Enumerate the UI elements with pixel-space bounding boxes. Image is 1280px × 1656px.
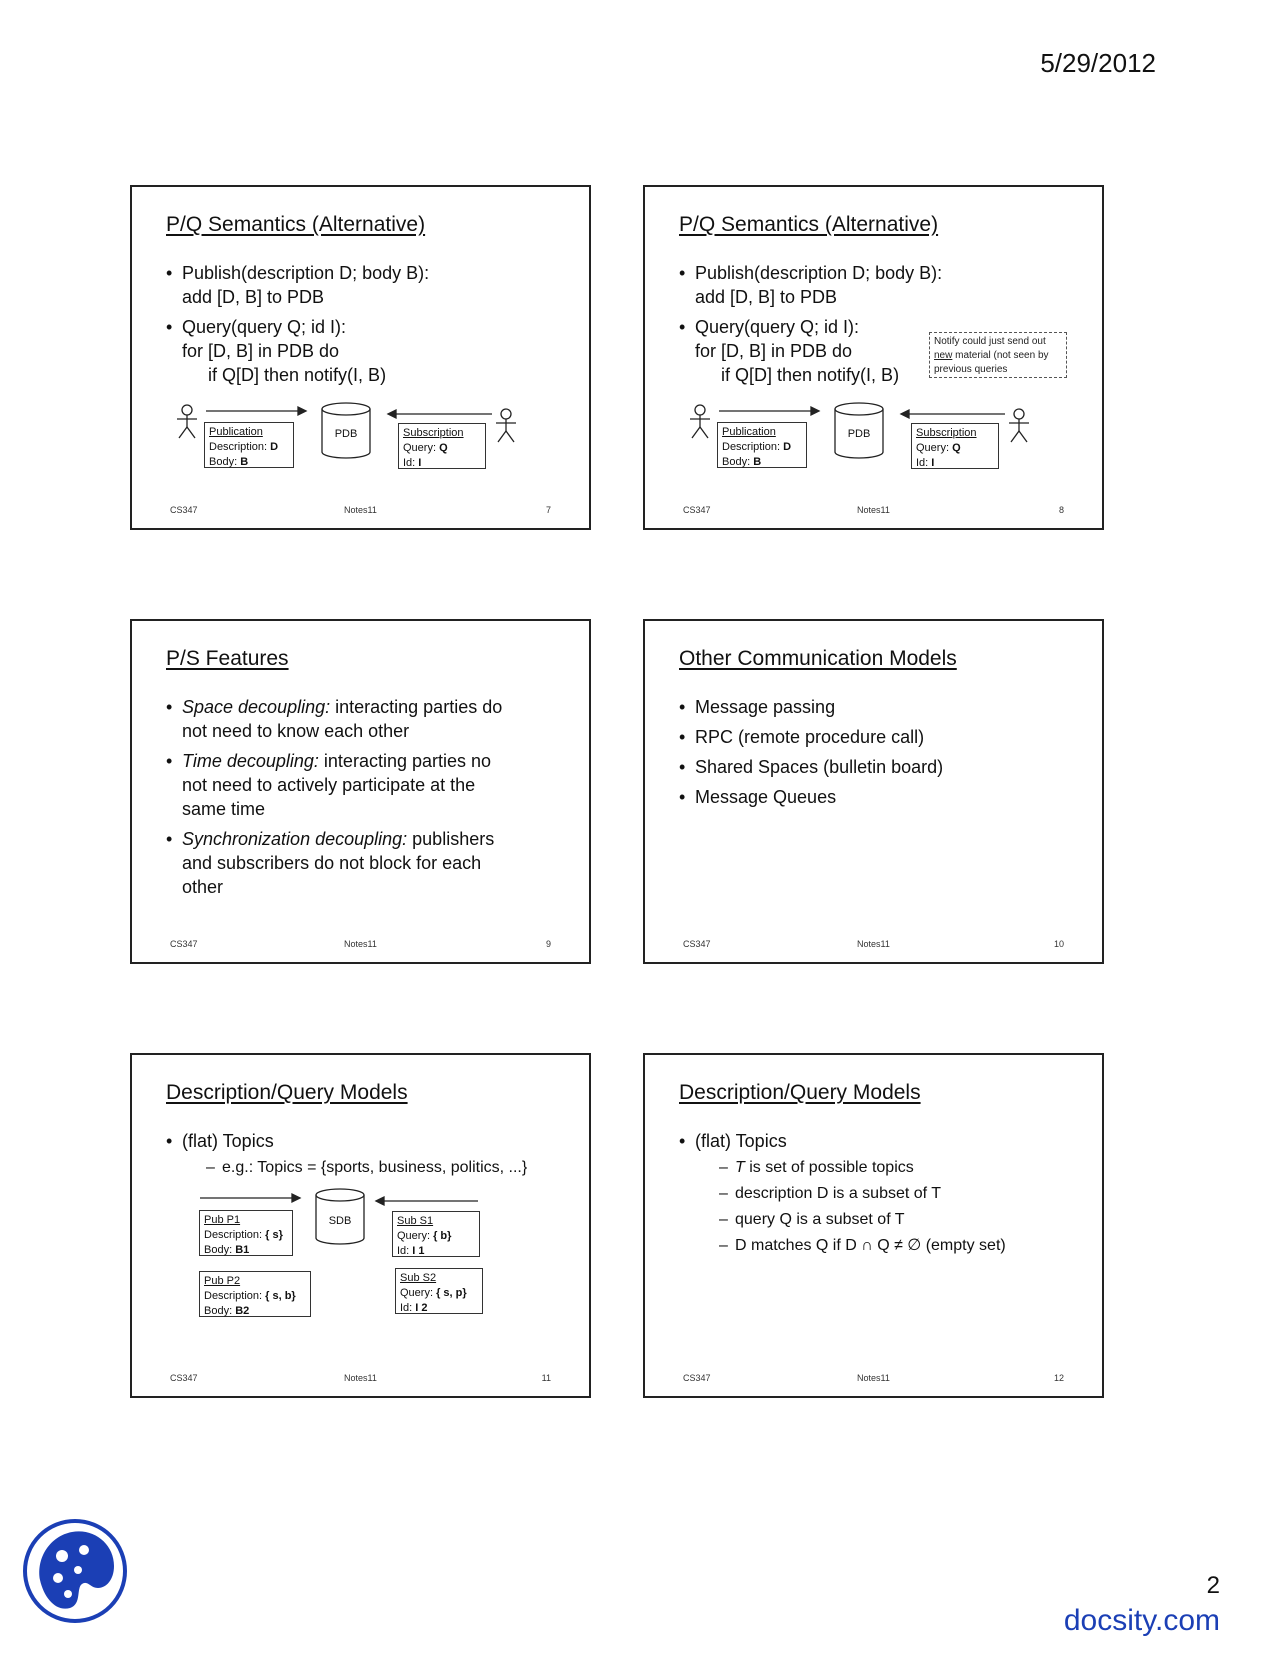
publisher-actor-icon <box>177 405 197 438</box>
publisher-actor-icon <box>690 405 710 438</box>
footer-notes: Notes11 <box>857 1373 890 1383</box>
publication-box: Publication Description: D Body: B <box>717 422 807 468</box>
slide-11 <box>130 1053 591 1398</box>
bullet-item: • Message passing <box>679 695 1089 719</box>
pubsub-diagram <box>132 187 589 528</box>
publish-arrow <box>719 407 819 415</box>
bullet-item: • Space decoupling: interacting parties do not need to know each other <box>166 695 576 743</box>
slide-number: 7 <box>545 505 551 515</box>
publish-arrow <box>206 407 306 415</box>
slide-number: 12 <box>1053 1373 1064 1383</box>
footer-notes: Notes11 <box>344 939 377 949</box>
docsity-brand-link[interactable]: docsity.com <box>1063 1604 1220 1637</box>
footer-course: CS347 <box>170 505 198 515</box>
sub-s1-box: Sub S1 Query: { b} Id: I 1 <box>392 1211 480 1257</box>
bullet-item: • (flat) Topics – e.g.: Topics = {sports, business, politics, ...} <box>166 1129 576 1181</box>
slide-number: 8 <box>1058 505 1064 515</box>
sub-item: – e.g.: Topics = {sports, business, politics, ...} <box>182 1155 576 1181</box>
database-label: PDB <box>334 428 358 440</box>
bullet-list <box>166 695 576 905</box>
slide-7 <box>130 185 591 530</box>
sub-item: – description D is a subset of T <box>695 1181 1089 1207</box>
sub-item: – query Q is a subset of T <box>695 1207 1089 1233</box>
sub-item: – T is set of possible topics <box>695 1155 1089 1181</box>
slide-number: 10 <box>1053 939 1064 949</box>
subscribe-arrow <box>388 410 492 418</box>
sub-list <box>695 1155 1089 1259</box>
bullet-item: • Publish(description D; body B): add [D, B] to PDB <box>166 261 576 309</box>
subscription-box: Subscription Query: Q Id: I <box>911 423 999 469</box>
footer-notes: Notes11 <box>344 1373 377 1383</box>
bullet-item: • Message Queues <box>679 785 1089 809</box>
bullet-item: • RPC (remote procedure call) <box>679 725 1089 749</box>
footer-course: CS347 <box>170 1373 198 1383</box>
slide-title: P/S Features <box>166 647 289 670</box>
footer-course: CS347 <box>683 1373 711 1383</box>
bullet-item: • Time decoupling: interacting parties no not need to actively participate at the same time <box>166 749 576 821</box>
sub-s2-box: Sub S2 Query: { s, p} Id: I 2 <box>395 1268 483 1314</box>
footer-notes: Notes11 <box>857 939 890 949</box>
slide-title: Other Communication Models <box>679 647 957 670</box>
slide-title: Description/Query Models <box>679 1081 921 1104</box>
slide-title: P/Q Semantics (Alternative) <box>679 213 939 236</box>
bullet-list <box>679 1129 1089 1265</box>
bullet-item: • Synchronization decoupling: publishers and subscribers do not block for each other <box>166 827 576 899</box>
subscribe-arrow <box>901 410 1005 418</box>
header-date: 5/29/2012 <box>1040 48 1156 78</box>
bullet-item: • Publish(description D; body B): add [D, B] to PDB <box>679 261 1089 309</box>
subscriber-actor-icon <box>1009 409 1029 442</box>
subscription-box: Subscription Query: Q Id: I <box>398 423 486 469</box>
slide-title: P/Q Semantics (Alternative) <box>166 213 426 236</box>
slide-number: 11 <box>541 1373 551 1383</box>
publication-box: Publication Description: D Body: B <box>204 422 294 468</box>
docsity-logo-icon[interactable] <box>22 1518 128 1624</box>
slide-number: 9 <box>545 939 551 949</box>
pub-p2-box: Pub P2 Description: { s, b} Body: B2 <box>199 1271 311 1317</box>
slide-9 <box>130 619 591 964</box>
subscribe-arrow <box>376 1197 478 1205</box>
footer-notes: Notes11 <box>857 505 890 515</box>
page-number: 2 <box>1206 1572 1220 1599</box>
bullet-item: • Query(query Q; id I): for [D, B] in PDB do if Q[D] then notify(I, B) <box>166 315 576 387</box>
subscriber-actor-icon <box>496 409 516 442</box>
publish-arrow <box>200 1194 300 1202</box>
database-label: PDB <box>847 428 871 440</box>
slide-8 <box>643 185 1104 530</box>
pub-p1-box: Pub P1 Description: { s} Body: B1 <box>199 1210 293 1256</box>
database-label: SDB <box>328 1215 352 1227</box>
notify-note: Notify could just send out new material (not seen by previous queries <box>929 332 1067 378</box>
footer-notes: Notes11 <box>344 505 377 515</box>
slide-12 <box>643 1053 1104 1398</box>
bullet-item: • Query(query Q; id I): for [D, B] in PDB do if Q[D] then notify(I, B) <box>679 315 1089 387</box>
footer-course: CS347 <box>683 505 711 515</box>
footer-course: CS347 <box>170 939 198 949</box>
slide-title: Description/Query Models <box>166 1081 408 1104</box>
bullet-list <box>679 695 1089 815</box>
pubsub-diagram <box>645 187 1102 528</box>
footer-course: CS347 <box>683 939 711 949</box>
bullet-item: • (flat) Topics – T is set of possible topics – description D is a subset of T – query Q is a subset of T – D matches Q if D ∩ Q ≠ ∅ (empty set) <box>679 1129 1089 1259</box>
bullet-item: • Shared Spaces (bulletin board) <box>679 755 1089 779</box>
sub-item: – D matches Q if D ∩ Q ≠ ∅ (empty set) <box>695 1233 1089 1259</box>
slide-10 <box>643 619 1104 964</box>
